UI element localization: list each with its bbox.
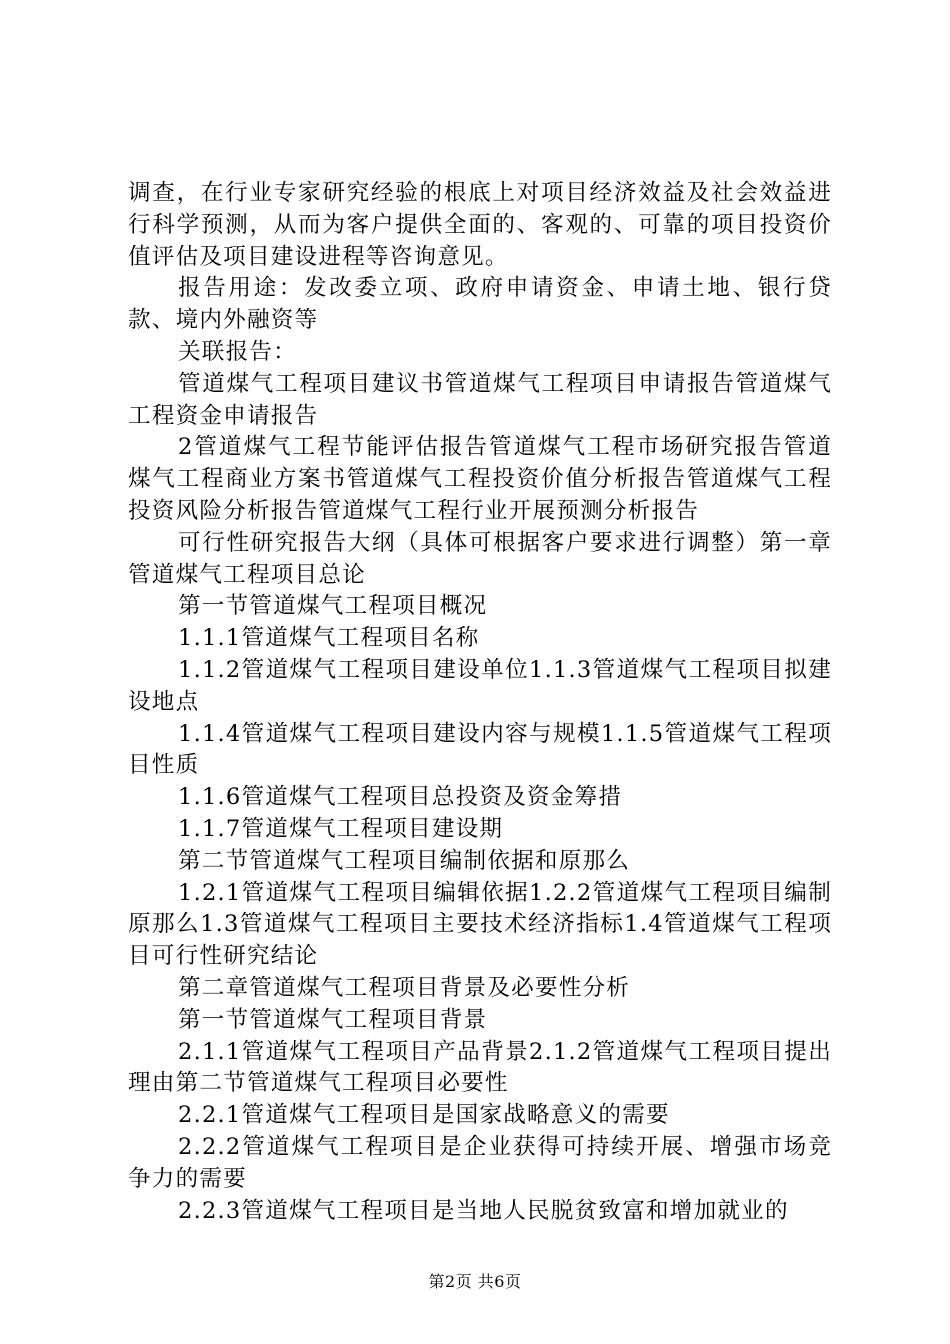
body-paragraph: 2.2.2管道煤气工程项目是企业获得可持续开展、增强市场竞争力的需要 xyxy=(128,1133,832,1192)
body-paragraph: 可行性研究报告大纲（具体可根据客户要求进行调整）第一章管道煤气工程项目总论 xyxy=(128,529,832,588)
body-paragraph: 2.2.1管道煤气工程项目是国家战略意义的需要 xyxy=(178,1102,670,1129)
body-paragraph: 第一节管道煤气工程项目概况 xyxy=(178,593,488,620)
body-paragraph: 2.1.1管道煤气工程项目产品背景2.1.2管道煤气工程项目提出理由第二节管道煤气工程项目必要性 xyxy=(128,1038,832,1097)
body-paragraph: 1.2.1管道煤气工程项目编辑依据1.2.2管道煤气工程项目编制原那么1.3管道煤气工程项目主要技术经济指标1.4管道煤气工程项目可行性研究结论 xyxy=(128,879,832,970)
body-paragraph: 管道煤气工程项目建议书管道煤气工程项目申请报告管道煤气工程资金申请报告 xyxy=(128,370,832,429)
body-paragraph: 第一节管道煤气工程项目背景 xyxy=(178,1006,488,1033)
body-paragraph: 2管道煤气工程节能评估报告管道煤气工程市场研究报告管道煤气工程商业方案书管道煤气工程投资价值分析报告管道煤气工程投资风险分析报告管道煤气工程行业开展预测分析报告 xyxy=(128,434,832,524)
body-paragraph: 第二节管道煤气工程项目编制依据和原那么 xyxy=(178,847,631,874)
body-paragraph: 报告用途：发改委立项、政府申请资金、申请土地、银行贷款、境内外融资等 xyxy=(128,275,832,334)
body-paragraph: 第二章管道煤气工程项目背景及必要性分析 xyxy=(178,974,631,1001)
body-paragraph: 关联报告： xyxy=(178,338,297,365)
body-paragraph: 1.1.6管道煤气工程项目总投资及资金筹措 xyxy=(178,784,623,811)
body-paragraph: 调查，在行业专家研究经验的根底上对项目经济效益及社会效益进行科学预测，从而为客户提供全面的、客观的、可靠的项目投资价值评估及项目建设进程等咨询意见。 xyxy=(128,180,832,270)
body-paragraph: 1.1.1管道煤气工程项目名称 xyxy=(178,625,480,652)
body-paragraph: 1.1.7管道煤气工程项目建设期 xyxy=(178,815,504,842)
body-paragraph: 1.1.4管道煤气工程项目建设内容与规模1.1.5管道煤气工程项目性质 xyxy=(128,720,832,779)
document-body xyxy=(128,178,832,1227)
body-paragraph: 2.2.3管道煤气工程项目是当地人民脱贫致富和增加就业的 xyxy=(178,1197,789,1224)
page-number-footer: 第2页 共6页 xyxy=(428,1272,522,1291)
body-paragraph: 1.1.2管道煤气工程项目建设单位1.1.3管道煤气工程项目拟建设地点 xyxy=(128,656,832,715)
